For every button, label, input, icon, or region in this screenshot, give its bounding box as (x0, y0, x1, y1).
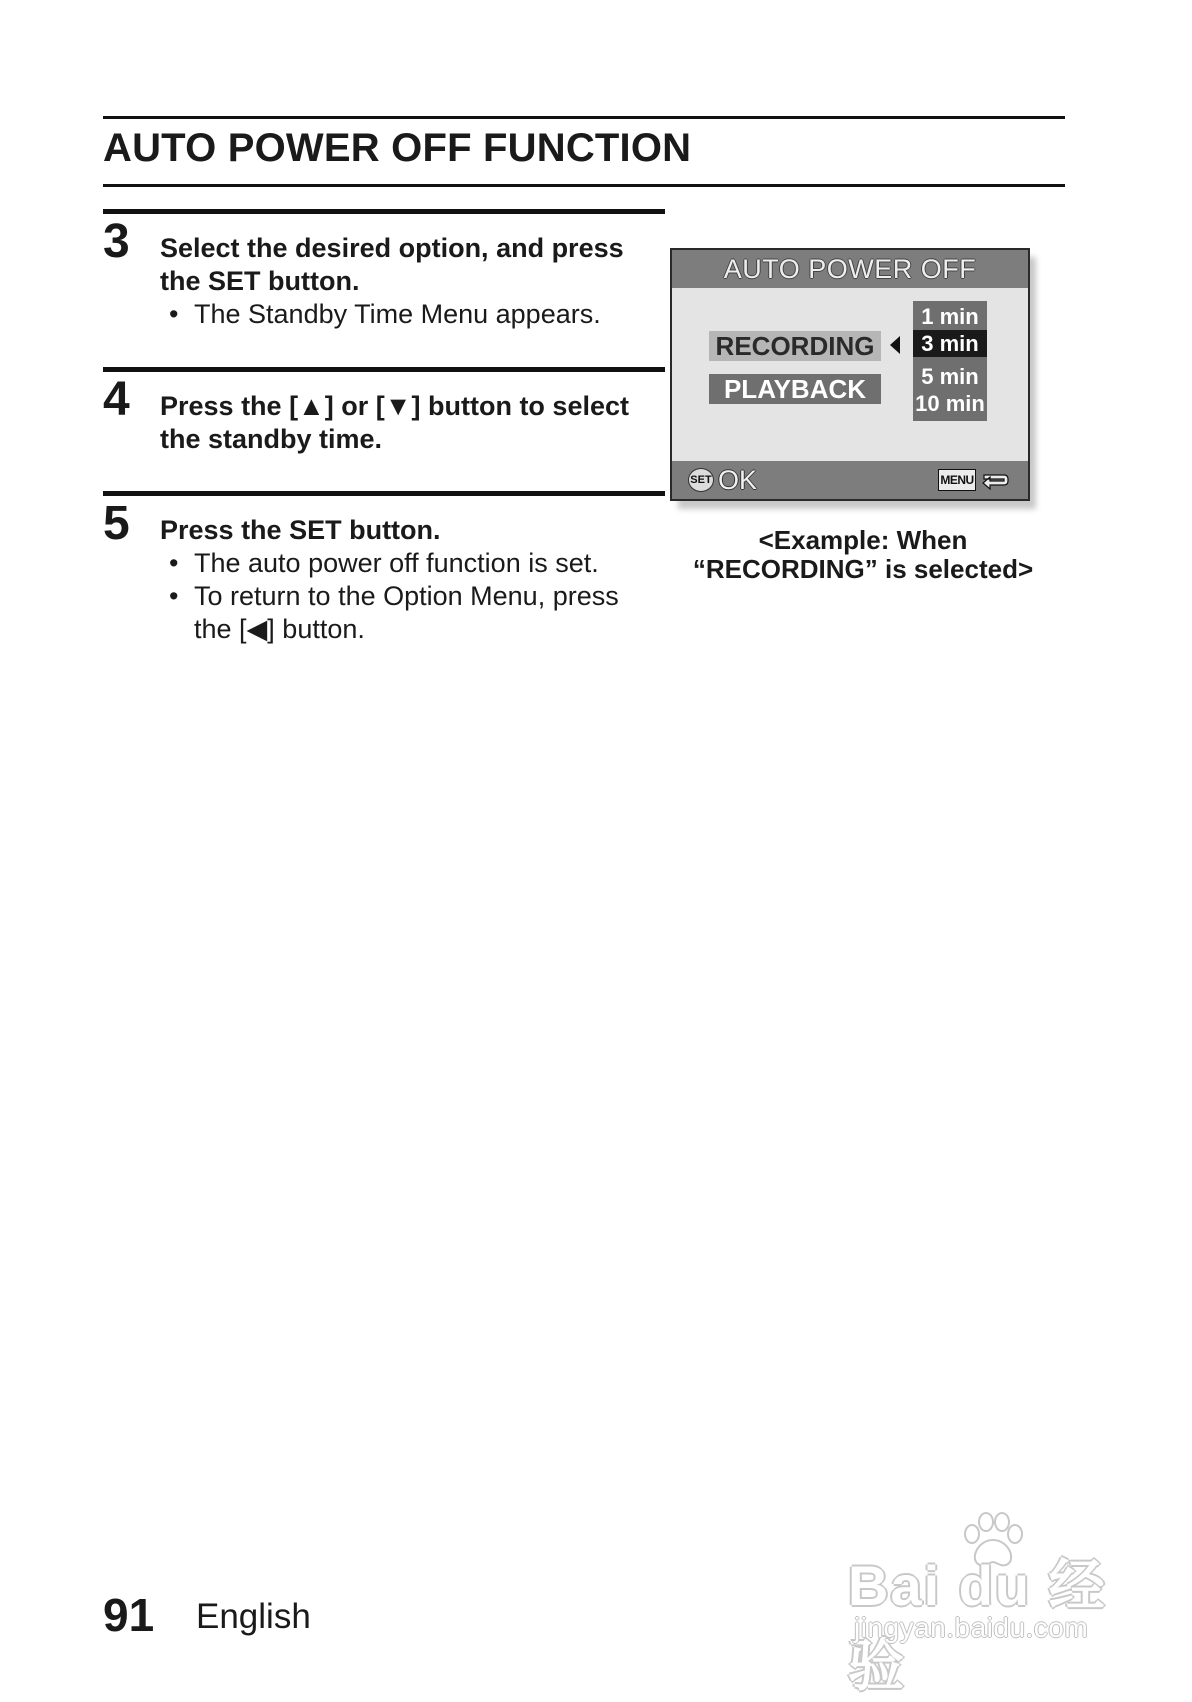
language-label: English (196, 1597, 311, 1636)
watermark-logo-text: Bai du 经验 (848, 1554, 1107, 1697)
step-number: 5 (103, 497, 130, 550)
step-body (160, 514, 660, 646)
step-heading: Select the desired option, and press the SET button. (160, 233, 624, 296)
ok-label: OK (718, 465, 758, 495)
bullet-text: To return to the Option Menu, press the [◀] button. (194, 581, 619, 644)
bullet-text: The auto power off function is set. (194, 548, 599, 578)
option-10-min[interactable]: 10 min (915, 391, 985, 416)
screen-title: AUTO POWER OFF (723, 254, 977, 284)
step-3 (103, 215, 663, 358)
return-icon (980, 469, 1010, 491)
step-body (160, 390, 660, 456)
step-5-rule (103, 491, 665, 496)
title-bottom-rule (103, 184, 1065, 187)
baidu-watermark (848, 1512, 1138, 1697)
left-arrow-icon (890, 336, 900, 354)
camera-screen (670, 248, 1030, 501)
bullet-item (160, 547, 660, 580)
step-number: 3 (103, 215, 130, 268)
step-number: 4 (103, 373, 130, 426)
option-1-min[interactable]: 1 min (921, 304, 979, 329)
watermark-url: jingyan.baidu.com (854, 1612, 1089, 1643)
caption-line-2: “RECORDING” is selected> (692, 554, 1034, 584)
standby-options (913, 301, 987, 421)
step-3-rule (103, 209, 665, 214)
bullet-dot: • (169, 299, 179, 329)
caption-line-1: <Example: When (758, 525, 968, 555)
step-4-rule (103, 367, 665, 372)
step-body (160, 232, 660, 331)
bullet-item (160, 298, 660, 331)
figure-caption (668, 526, 1058, 584)
bullet-text: The Standby Time Menu appears. (194, 299, 601, 329)
screen-footer (672, 461, 1028, 499)
title-top-rule (103, 116, 1065, 119)
screen-header (672, 250, 1028, 288)
option-5-min[interactable]: 5 min (921, 364, 979, 389)
set-button-icon: SET (688, 468, 714, 492)
bullet-item (160, 580, 660, 646)
menu-button-icon: MENU (938, 469, 976, 491)
menu-item-playback[interactable]: PLAYBACK (709, 374, 881, 404)
bullet-dot: • (169, 581, 179, 611)
step-heading: Press the SET button. (160, 515, 441, 545)
step-4 (103, 373, 663, 476)
menu-item-recording[interactable]: RECORDING (709, 331, 881, 361)
step-5 (103, 497, 663, 660)
page-number: 91 (103, 1589, 155, 1641)
option-3-min[interactable]: 3 min (913, 330, 987, 357)
page-title: AUTO POWER OFF FUNCTION (103, 126, 692, 170)
step-heading: Press the [▲] or [▼] button to select the standby time. (160, 391, 629, 454)
bullet-dot: • (169, 548, 179, 578)
